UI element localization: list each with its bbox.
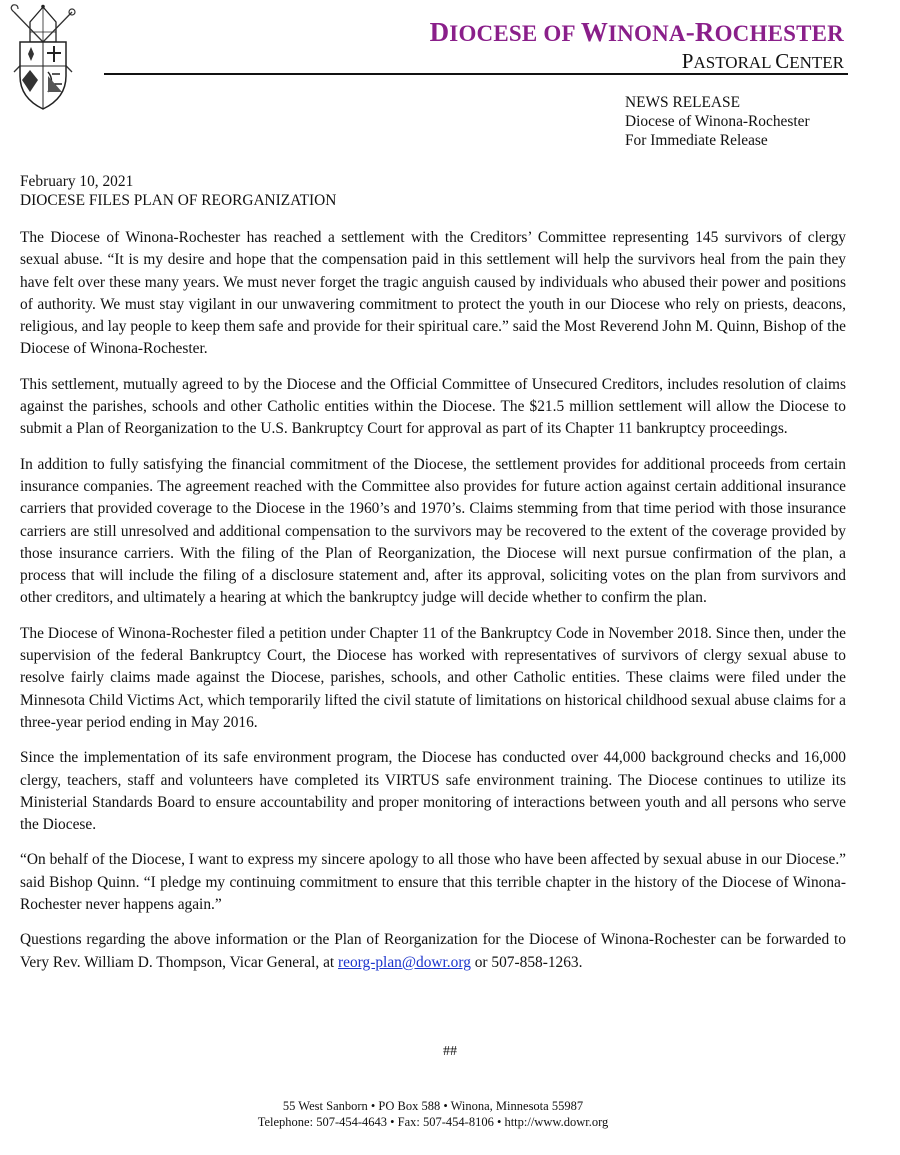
footer-contact: Telephone: 507-454-4643 • Fax: 507-454-8106 • http://www.dowr.org bbox=[257, 1115, 609, 1129]
release-line: Diocese of Winona-Rochester bbox=[625, 113, 810, 130]
footer bbox=[0, 1098, 866, 1130]
paragraph: Since the implementation of its safe environment program, the Diocese has conducted over 44,000 background checks and 16,000 clergy, teachers, staff and volunteers have completed its VIRTUS safe environment training. The Diocese continues to utilize its Ministerial Standards Board to ensure accountability and proper monitoring of interactions between youth and all persons who serve the Diocese. bbox=[20, 749, 846, 834]
pastoral-center-label: PASTORAL CENTER bbox=[681, 49, 844, 73]
headline: DIOCESE FILES PLAN OF REORGANIZATION bbox=[20, 192, 337, 209]
release-line: NEWS RELEASE bbox=[625, 94, 740, 111]
header-divider bbox=[104, 73, 848, 75]
release-line: For Immediate Release bbox=[625, 132, 768, 149]
footer-address: 55 West Sanborn • PO Box 588 • Winona, Minnesota 55987 bbox=[282, 1099, 584, 1113]
news-release-block bbox=[625, 93, 810, 150]
paragraph: The Diocese of Winona-Rochester filed a petition under Chapter 11 of the Bankruptcy Code in November 2018. Since then, under the supervision of the federal Bankruptcy Court, the Diocese has worked with representatives of survivors of clergy sexual abuse to resolve fairly claims made against the Diocese, parishes, schools, and other Catholic entities. These claims were filed under the Minnesota Child Victims Act, which temporarily lifted the civil statute of limitations on historical childhood sexual abuse claims for a three-year period ending in May 2016. bbox=[20, 624, 846, 731]
release-date: February 10, 2021 bbox=[20, 173, 134, 190]
end-mark: ## bbox=[443, 1044, 457, 1059]
paragraph: In addition to fully satisfying the financial commitment of the Diocese, the settlement provides for additional proceeds from certain insurance companies. The agreement reached with the Committee also provides for future action against certain additional insurance carriers that provided coverage to the Diocese in the 1960’s and 1970’s. Claims stemming from that time period with those insurance carriers are still unresolved and additional compensation to the survivors may be recovered to the extent of the coverage provided by those insurance carriers. With the filing of the Plan of Reorganization, the Diocese will next pursue confirmation of the plan, a process that will include the filing of a disclosure statement and, after its approval, soliciting votes on the plan from survivors and other creditors, and ultimately a hearing at which the bankruptcy judge will decide whether to confirm the plan. bbox=[20, 455, 846, 607]
diocese-coat-of-arms-icon bbox=[8, 4, 78, 112]
contact-email-link[interactable]: reorg-plan@dowr.org bbox=[338, 953, 471, 971]
paragraph: “On behalf of the Diocese, I want to express my sincere apology to all those who have been affected by sexual abuse in our Diocese.” said Bishop Quinn. “I pledge my continuing commitment to ensure that this terrible chapter in the history of the Diocese of Winona-Rochester never happens again.” bbox=[20, 851, 846, 914]
paragraph: This settlement, mutually agreed to by the Diocese and the Official Committee of Unsecured Creditors, includes resolution of claims against the parishes, schools and other Catholic entities within the Diocese. The $21.5 million settlement will allow the Diocese to submit a Plan of Reorganization to the U.S. Bankruptcy Court for approval as part of its Chapter 11 bankruptcy proceedings. bbox=[20, 375, 846, 438]
dateline-block bbox=[20, 172, 336, 210]
paragraph: The Diocese of Winona-Rochester has reached a settlement with the Creditors’ Committee representing 145 survivors of clergy sexual abuse. “It is my desire and hope that the compensation paid in this settlement will help the survivors heal from the pain they have felt over these many years. We must never forget the tragic anguish caused by individuals who abused their power and positions of authority. We must stay vigilant in our unwavering commitment to protect the youth in our Diocese who rely on priests, deacons, religious, and lay people to keep them safe and provide for their spiritual care.” said the Most Reverend John M. Quinn, Bishop of the Diocese of Winona-Rochester. bbox=[20, 229, 846, 358]
contact-paragraph: Questions regarding the above information or the Plan of Reorganization for the Diocese of Winona-Rochester can be forwarded to Very Rev. William D. Thompson, Vicar General, at reorg-plan@dowr.org or 507-858-1263. bbox=[20, 931, 846, 971]
organization-name: DIOCESE OF WINONA-ROCHESTER bbox=[429, 17, 844, 47]
article-body bbox=[20, 227, 846, 987]
